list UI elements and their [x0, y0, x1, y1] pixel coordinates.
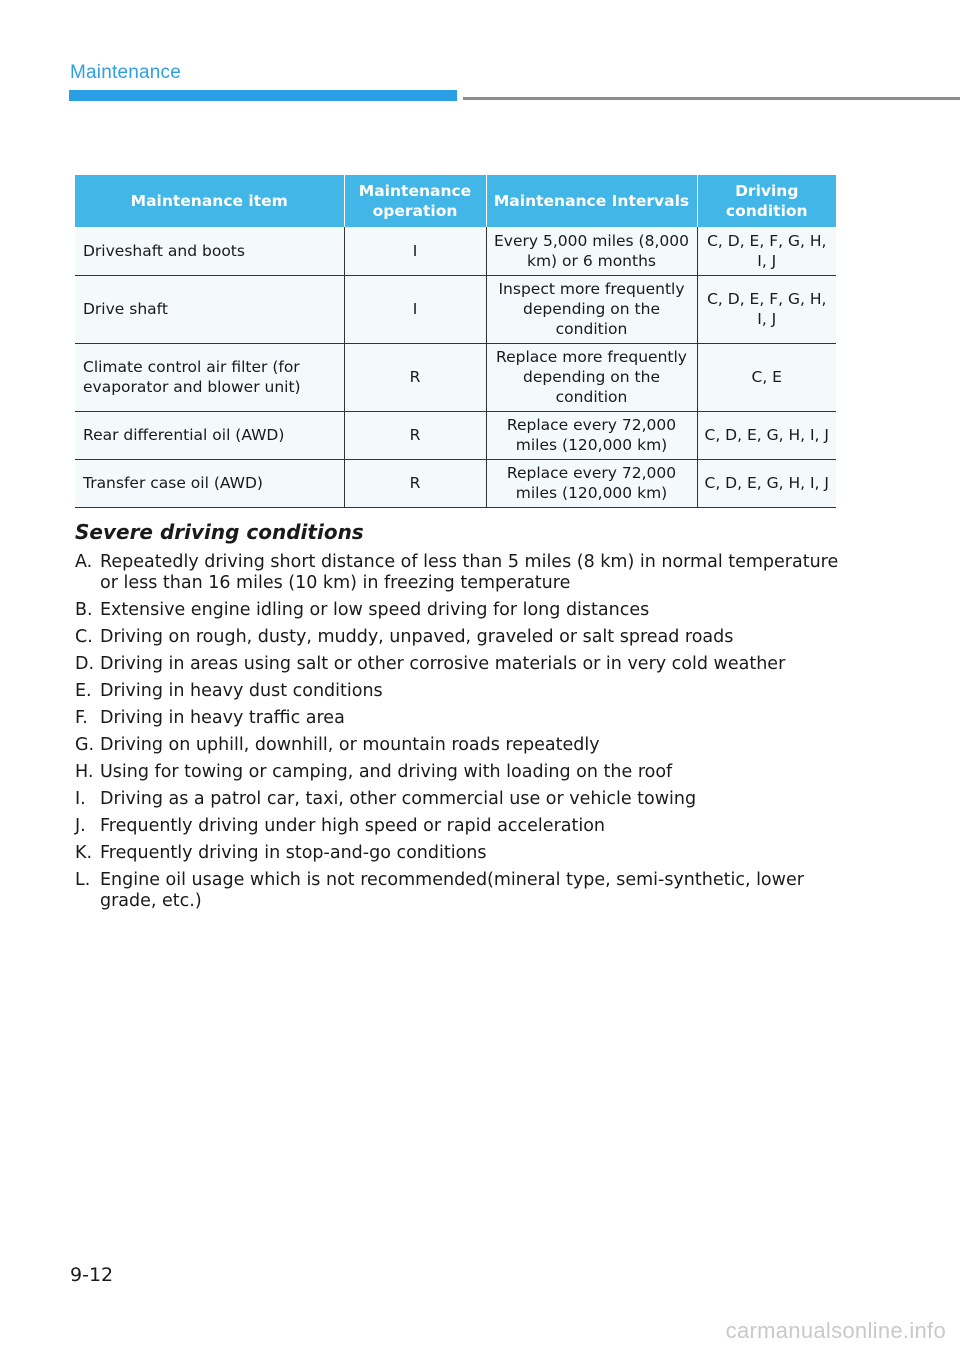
table-header-row: [75, 175, 836, 227]
item-text: Driving in areas using salt or other corrosive materials or in very cold weather: [100, 654, 786, 674]
list-item: [75, 600, 845, 621]
item-letter: G.: [75, 735, 95, 755]
item-text: Driving in heavy traffic area: [100, 708, 345, 728]
cell-interval: Replace every 72,000 miles (120,000 km): [486, 459, 697, 507]
table-row: [75, 275, 836, 343]
item-text: Driving in heavy dust conditions: [100, 681, 383, 701]
item-text: Driving on rough, dusty, muddy, unpaved, graveled or salt spread roads: [100, 627, 734, 647]
table-row: [75, 411, 836, 459]
column-header: Maintenance Intervals: [486, 175, 697, 227]
watermark: carmanualsonline.info: [725, 1318, 946, 1343]
item-text: Driving as a patrol car, taxi, other commercial use or vehicle towing: [100, 789, 697, 809]
item-text: Engine oil usage which is not recommended(mineral type, semi-synthetic, lower grade, etc.): [100, 870, 804, 911]
item-letter: J.: [75, 816, 86, 836]
cell-operation: I: [344, 227, 486, 275]
list-item: [75, 627, 845, 648]
list-item: [75, 654, 845, 675]
cell-condition: C, D, E, G, H, I, J: [697, 459, 836, 507]
list-item: [75, 843, 845, 864]
cell-item: Rear differential oil (AWD): [75, 411, 344, 459]
list-item: [75, 789, 845, 810]
cell-operation: R: [344, 459, 486, 507]
severe-conditions-section: [75, 520, 845, 918]
item-text: Frequently driving under high speed or rapid acceleration: [100, 816, 606, 836]
cell-interval: Inspect more frequently depending on the condition: [486, 275, 697, 343]
list-item: [75, 708, 845, 729]
item-letter: B.: [75, 600, 93, 620]
severe-conditions-title: Severe driving conditions: [75, 520, 364, 544]
header-rule-gray: [463, 97, 960, 100]
cell-operation: I: [344, 275, 486, 343]
item-letter: C.: [75, 627, 93, 647]
item-letter: A.: [75, 552, 93, 572]
column-header: Maintenance item: [75, 175, 344, 227]
item-letter: L.: [75, 870, 91, 890]
cell-operation: R: [344, 343, 486, 411]
cell-interval: Replace every 72,000 miles (120,000 km): [486, 411, 697, 459]
cell-item: Climate control air filter (for evaporator and blower unit): [75, 343, 344, 411]
cell-condition: C, D, E, G, H, I, J: [697, 411, 836, 459]
maintenance-table: [75, 175, 836, 508]
list-item: [75, 870, 845, 912]
list-item: [75, 816, 845, 837]
table-row: [75, 343, 836, 411]
column-header: Maintenance operation: [344, 175, 486, 227]
table-row: [75, 227, 836, 275]
list-item: [75, 762, 845, 783]
item-text: Frequently driving in stop-and-go conditions: [100, 843, 487, 863]
cell-item: Drive shaft: [75, 275, 344, 343]
list-item: [75, 735, 845, 756]
header-rule-accent: [69, 90, 457, 101]
cell-condition: C, D, E, F, G, H, I, J: [697, 275, 836, 343]
list-item: [75, 681, 845, 702]
cell-operation: R: [344, 411, 486, 459]
cell-item: Transfer case oil (AWD): [75, 459, 344, 507]
severe-conditions-list: [75, 552, 845, 912]
item-text: Using for towing or camping, and driving with loading on the roof: [100, 762, 673, 782]
item-text: Extensive engine idling or low speed driving for long distances: [100, 600, 650, 620]
item-letter: H.: [75, 762, 94, 782]
section-title: Maintenance: [70, 62, 181, 83]
cell-interval: Replace more frequently depending on the condition: [486, 343, 697, 411]
cell-condition: C, D, E, F, G, H, I, J: [697, 227, 836, 275]
item-text: Repeatedly driving short distance of less than 5 miles (8 km) in normal temperature or less than 16 miles (10 km) in freezing temperature: [100, 552, 839, 593]
item-letter: K.: [75, 843, 93, 863]
list-item: [75, 552, 845, 594]
item-letter: F.: [75, 708, 88, 728]
cell-condition: C, E: [697, 343, 836, 411]
table-row: [75, 459, 836, 507]
cell-interval: Every 5,000 miles (8,000 km) or 6 months: [486, 227, 697, 275]
column-header: Driving condition: [697, 175, 836, 227]
page-number: 9-12: [70, 1264, 114, 1286]
item-text: Driving on uphill, downhill, or mountain roads repeatedly: [100, 735, 600, 755]
cell-item: Driveshaft and boots: [75, 227, 344, 275]
item-letter: D.: [75, 654, 95, 674]
item-letter: E.: [75, 681, 92, 701]
item-letter: I.: [75, 789, 86, 809]
